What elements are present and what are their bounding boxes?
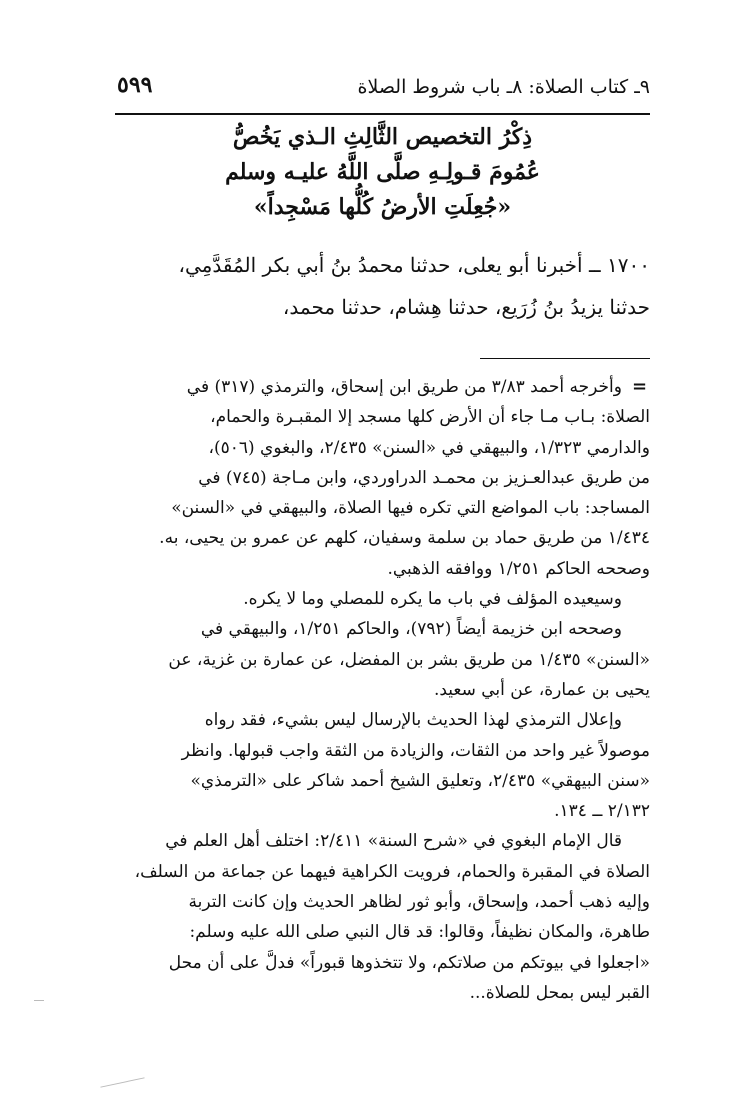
footnote-line: المساجد: باب المواضع التي تكره فيها الصلاة، والبيهقي في «السنن» bbox=[171, 498, 650, 519]
footnote-line: يحيى بن عمارة، عن أبي سعيد. bbox=[433, 679, 650, 700]
section-title bbox=[115, 120, 650, 225]
hadith-text bbox=[115, 244, 650, 328]
footnote-line: وإليه ذهب أحمد، وإسحاق، وأبو ثور لظاهر الحديث وإن كانت التربة bbox=[188, 892, 650, 913]
footnotes bbox=[115, 372, 650, 1008]
footnote-line: من طريق عبدالعـزيز بن محمـد الدراوردي، وابن مـاجة (٧٤٥) في bbox=[198, 467, 650, 488]
footnote-line: «سنن البيهقي» ٢/٤٣٥، وتعليق الشيخ أحمد شاكر على «الترمذي» bbox=[190, 770, 650, 791]
footnote-line: ١/٤٣٤ من طريق حماد بن سلمة وسفيان، كلهم عن عمرو بن يحيى، به. bbox=[159, 528, 650, 549]
hadith-line-2: حدثنا يزيدُ بنُ زُرَيع، حدثنا هِشام، حدثنا محمد، bbox=[282, 295, 650, 319]
scan-mark bbox=[100, 1077, 144, 1087]
page-number: ٥٩٩ bbox=[117, 72, 153, 98]
footnote-line: وإعلال الترمذي لهذا الحديث بالإرسال ليس بشيء، فقد رواه bbox=[204, 710, 622, 731]
footnote-separator bbox=[480, 358, 650, 359]
header-rule bbox=[115, 113, 650, 115]
footnote-line: وصححه ابن خزيمة أيضاً (٧٩٢)، والحاكم ١/٢٥١، والبيهقي في bbox=[200, 619, 622, 640]
footnote-line: ٢/١٣٢ ــ ١٣٤. bbox=[554, 801, 650, 822]
section-title-line-1: ذِكْرُ التخصيص الثَّالِثِ الـذي يَخُصُّ bbox=[232, 124, 533, 150]
scan-mark bbox=[34, 1000, 44, 1001]
footnote-line: وأخرجه أحمد ٣/٨٣ من طريق ابن إسحاق، والترمذي (٣١٧) في bbox=[186, 377, 622, 397]
section-title-line-2: عُمُومَ قـولِـهِ صلَّى اللَّهُ عليـه وسلم bbox=[225, 159, 540, 185]
footnote-line: قال الإمام البغوي في «شرح السنة» ٢/٤١١: اختلف أهل العلم في bbox=[165, 831, 622, 852]
page-header bbox=[115, 72, 650, 108]
footnote-line: القبر ليس بمحل للصلاة... bbox=[469, 982, 650, 1003]
footnote-continuation-mark: = bbox=[632, 376, 648, 397]
hadith-line-1: ١٧٠٠ ــ أخبرنا أبو يعلى، حدثنا محمدُ بنُ أبي بكر المُقَدَّمِي، bbox=[178, 253, 650, 277]
footnote-line: والدارمي ١/٣٢٣، والبيهقي في «السنن» ٢/٤٣٥، والبغوي (٥٠٦)، bbox=[208, 437, 650, 458]
running-head: ٩ـ كتاب الصلاة: ٨ـ باب شروط الصلاة bbox=[357, 76, 650, 98]
footnote-line: وصححه الحاكم ١/٢٥١ ووافقه الذهبي. bbox=[387, 558, 650, 579]
footnote-line: الصلاة في المقبرة والحمام، فرويت الكراهية فيهما عن جماعة من السلف، bbox=[134, 861, 650, 882]
footnote-line: «اجعلوا في بيوتكم من صلاتكم، ولا تتخذوها قبوراً» فدلَّ على أن محل bbox=[168, 952, 650, 973]
footnote-line: موصولاً غير واحد من الثقات، والزيادة من الثقة واجب قبولها. وانظر bbox=[181, 740, 650, 761]
footnote-line: «السنن» ١/٤٣٥ من طريق بشر بن المفضل، عن عمارة بن غزية، عن bbox=[168, 649, 650, 670]
footnote-line: طاهرة، والمكان نظيفاً، وقالوا: قد قال النبي صلى الله عليه وسلم: bbox=[189, 922, 650, 943]
section-title-line-3: «جُعِلَتِ الأرضُ كُلُّها مَسْجِداً» bbox=[253, 194, 512, 220]
footnote-line: الصلاة: بـاب مـا جاء أن الأرض كلها مسجد إلا المقبـرة والحمام، bbox=[210, 407, 650, 428]
footnote-line: وسيعيده المؤلف في باب ما يكره للمصلي وما لا يكره. bbox=[243, 589, 622, 610]
